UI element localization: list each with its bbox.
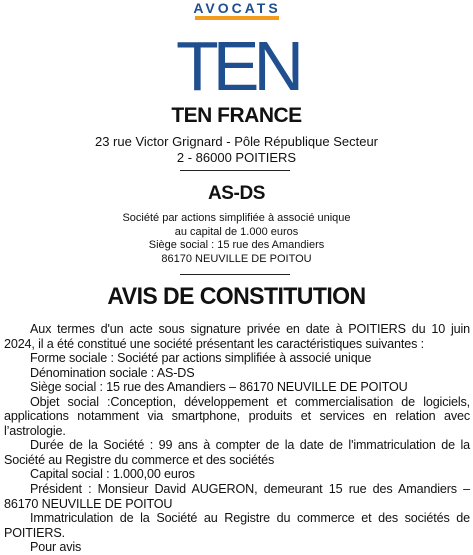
company-info — [0, 212, 473, 266]
firm-address-line1: 23 rue Victor Grignard - Pôle République Secteur — [94, 134, 379, 149]
divider — [180, 274, 290, 275]
firm-address-line2: 2 - 86000 POITIERS — [176, 150, 297, 165]
notice-paragraph: Durée de la Société : 99 ans à compter de la date de l'immatriculation de la Société au Registre du commerce et des sociétés — [4, 438, 470, 467]
company-info-line2: au capital de 1.000 euros — [174, 225, 299, 238]
divider — [180, 170, 290, 171]
notice-paragraph: Président : Monsieur David AUGERON, demeurant 15 rue des Amandiers – 86170 NEUVILLE DE POITOU — [4, 482, 470, 511]
notice-paragraph: Immatriculation de la Société au Registre du commerce et des sociétés de POITIERS. — [4, 511, 470, 540]
notice-paragraph: Forme sociale : Société par actions simplifiée à associé unique — [30, 351, 372, 366]
logo-top-text: AVOCATS — [192, 0, 281, 16]
company-info-line1: Société par actions simplifiée à associé unique — [122, 212, 351, 224]
company-info-line3: Siège social : 15 rue des Amandiers — [148, 239, 325, 251]
notice-paragraph: Capital social : 1.000,00 euros — [30, 467, 195, 482]
notice-title: AVIS DE CONSTITUTION — [107, 283, 366, 310]
notice-paragraph: Objet social :Conception, développement et commercialisation de logiciels, applications notamment via smartphone, produits et services en relation avec l’astrologie. — [4, 394, 470, 438]
firm-name: TEN FRANCE — [171, 104, 302, 127]
logo-mark-text: TEN — [175, 27, 298, 100]
logo-accent-bar — [195, 16, 279, 20]
firm-logo — [0, 0, 473, 100]
notice-paragraph: Pour avis — [30, 540, 82, 555]
company-info-line4: 86170 NEUVILLE DE POITOU — [161, 252, 312, 265]
notice-paragraph: Aux termes d'un acte sous signature privée en date à POITIERS du 10 juin 2024, il a été constitué une société présentant les caractéristiques suivantes : — [4, 322, 470, 351]
notice-paragraph: Dénomination sociale : AS-DS — [30, 365, 195, 380]
firm-address — [0, 134, 473, 166]
notice-body — [4, 322, 470, 555]
company-name: AS-DS — [207, 183, 266, 204]
notice-paragraph: Siège social : 15 rue des Amandiers – 86170 NEUVILLE DE POITOU — [30, 380, 408, 395]
avocats-ten-logo — [167, 0, 307, 100]
